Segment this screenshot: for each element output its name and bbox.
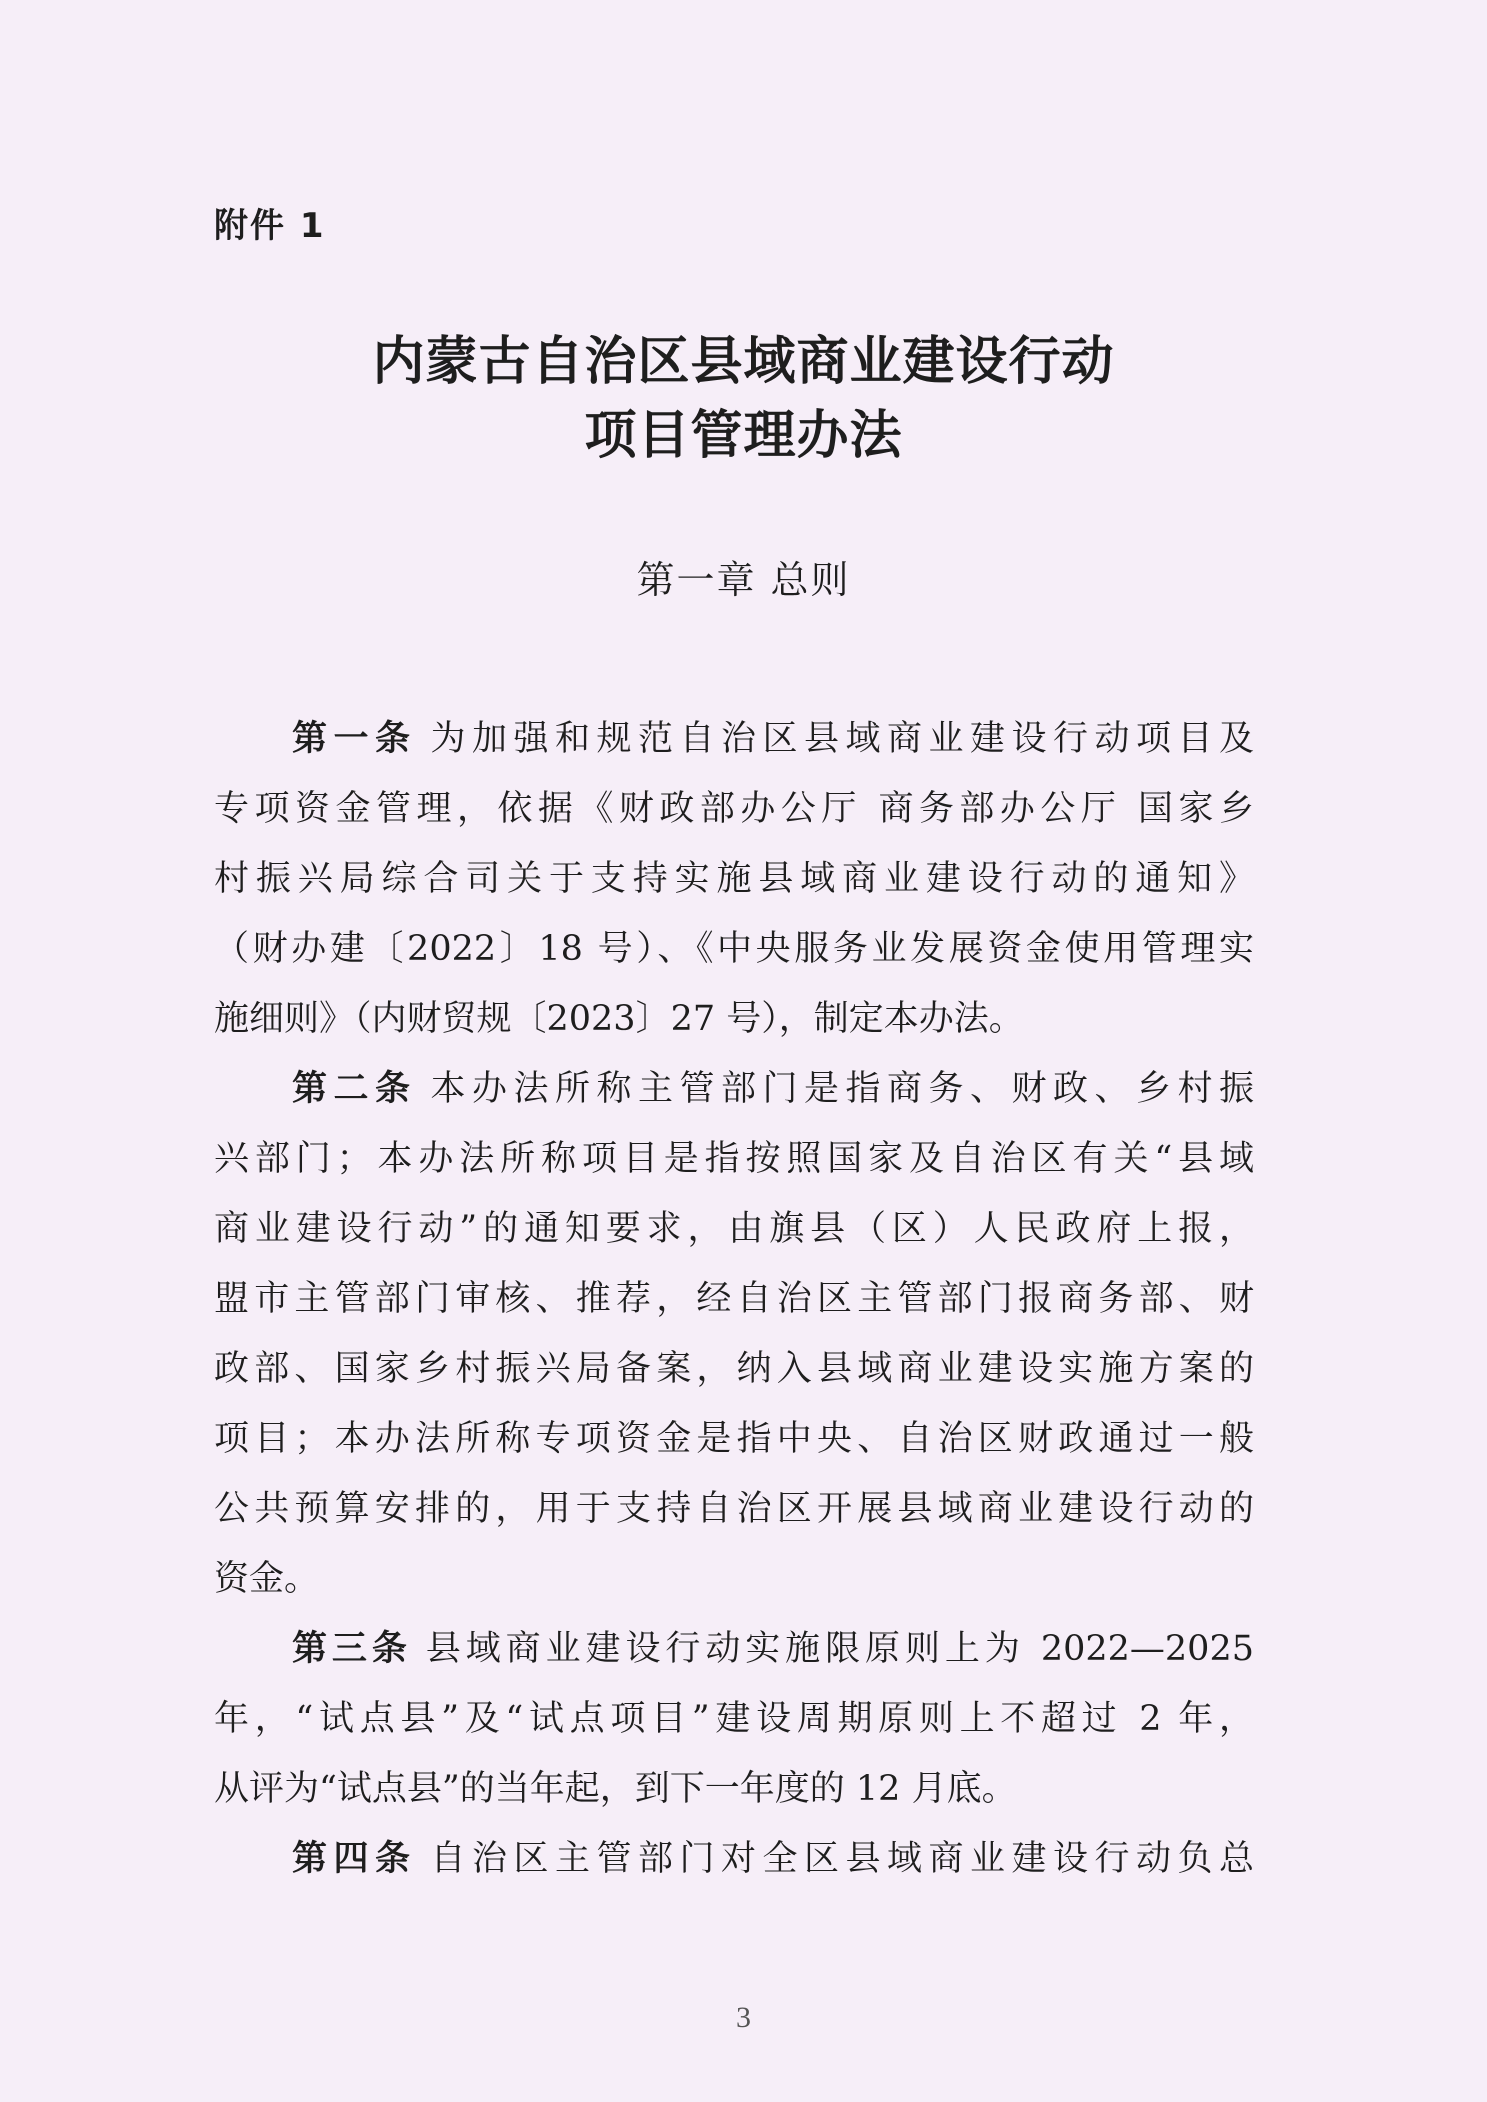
article-1-line-1: 第一条 为加强和规范自治区县域商业建设行动项目及 [292,718,1254,759]
article-2-line-3: 商业建设行动”的通知要求，由旗县（区）人民政府上报， [214,1209,1254,1249]
article-3-line-1: 第三条 县域商业建设行动实施限原则上为 2022—2025 [292,1628,1254,1669]
article-2-line-2: 兴部门；本办法所称项目是指按照国家及自治区有关“县域 [214,1139,1254,1179]
article-1-line-3: 村振兴局综合司关于支持实施县域商业建设行动的通知》 [214,859,1254,899]
article-2-heading: 第二条 [292,1068,417,1109]
article-2-line-5: 政部、国家乡村振兴局备案，纳入县域商业建设实施方案的 [214,1349,1254,1389]
article-4-line-1: 第四条 自治区主管部门对全区县域商业建设行动负总 [292,1838,1254,1879]
article-2-line-4: 盟市主管部门审核、推荐，经自治区主管部门报商务部、财 [214,1279,1254,1319]
document-title-line-2: 项目管理办法 [584,405,903,466]
article-2-line-8: 资金。 [214,1559,320,1599]
chapter-heading: 第一章 总则 [636,558,851,602]
article-3-line-2: 年，“试点县”及“试点项目”建设周期原则上不超过 2 年， [214,1699,1254,1739]
article-1-line-4: （财办建〔2022〕18 号）、《中央服务业发展资金使用管理实 [214,929,1254,969]
article-2-line-6: 项目；本办法所称专项资金是指中央、自治区财政通过一般 [214,1419,1254,1459]
article-1-line-5: 施细则》（内财贸规〔2023〕27 号），制定本办法。 [214,999,1024,1039]
article-1-line-2: 专项资金管理，依据《财政部办公厅 商务部办公厅 国家乡 [214,789,1254,829]
article-4-heading: 第四条 [292,1838,417,1879]
page-number: 3 [736,2001,751,2034]
article-2-line-1: 第二条 本办法所称主管部门是指商务、财政、乡村振 [292,1068,1254,1109]
article-2-line-7: 公共预算安排的，用于支持自治区开展县域商业建设行动的 [214,1489,1254,1529]
document-title-line-1: 内蒙古自治区县域商业建设行动 [372,331,1115,392]
attachment-label: 附件 1 [214,206,326,246]
article-3-line-3: 从评为“试点县”的当年起，到下一年度的 12 月底。 [214,1769,1017,1809]
article-1-heading: 第一条 [292,718,417,759]
article-3-heading: 第三条 [292,1628,412,1669]
